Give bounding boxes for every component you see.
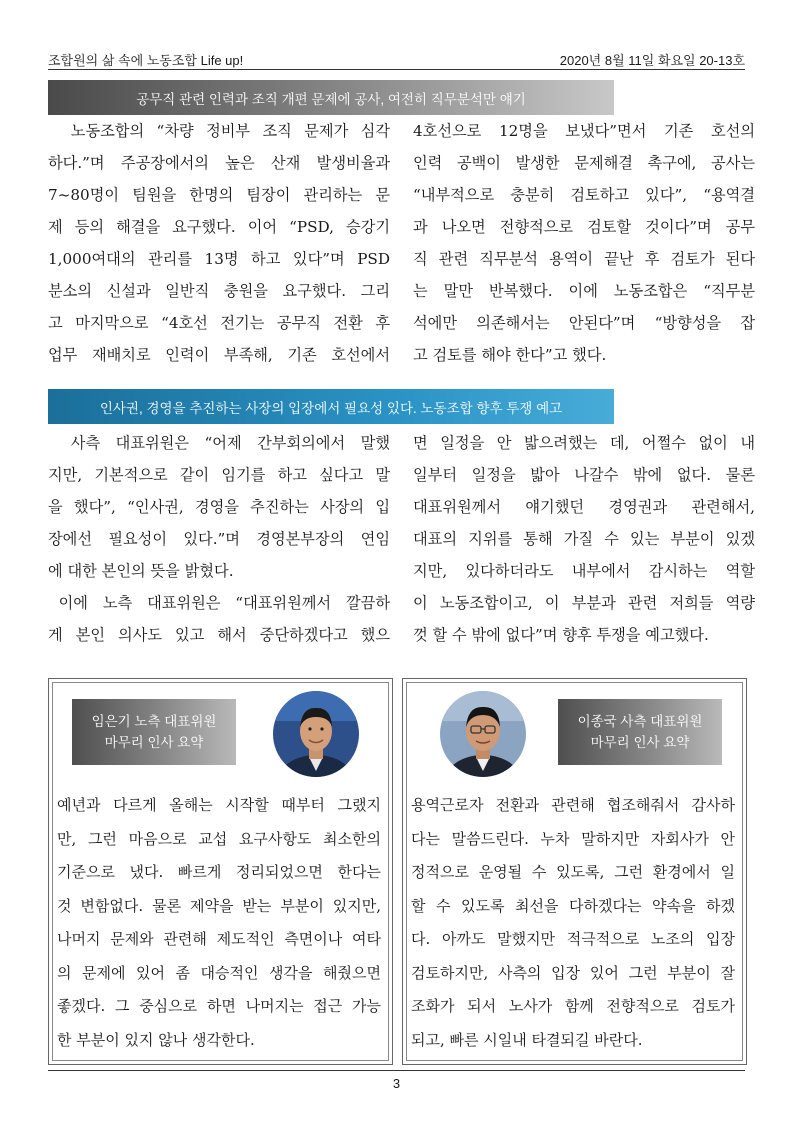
footer-divider <box>48 1070 745 1071</box>
text-line: 석에만 의존해서는 안된다”며 “방향성을 잡 <box>413 314 755 332</box>
text-line: 용역근로자 전환과 관련해 협조해줘서 감사하 <box>411 796 735 814</box>
text-line: 과 나오면 전향적으로 검토할 것이다”며 공무 <box>413 218 755 236</box>
header-issue-date: 2020년 8월 11일 화요일 20-13호 <box>559 53 745 68</box>
union-representative-label <box>72 699 236 765</box>
text-line: 좋겠다. 그 중심으로 하면 나머지는 접근 가능 <box>57 997 381 1015</box>
text-line: 기준으로 냈다. 빠르게 정리되었으면 한다는 <box>57 863 381 881</box>
header-divider <box>48 69 745 70</box>
text-line: 이에 노측 대표위원은 “대표위원께서 깔끔하 <box>58 594 390 612</box>
management-representative-remarks <box>411 789 735 1057</box>
text-line: 업무 재배치로 인력이 부족해, 기존 호선에서 <box>48 346 390 364</box>
text-line: 한 부분이 있지 않나 생각한다. <box>57 1030 255 1049</box>
text-line: 조화가 되서 노사가 함께 전향적으로 검토가 <box>411 997 735 1015</box>
text-line: 는 말만 반복했다. 이에 노동조합은 “직무분 <box>413 282 755 300</box>
text-line: 고 마지막으로 “4호선 전기는 공무직 전환 후 <box>48 314 390 332</box>
management-representative-summary-box <box>402 678 747 1065</box>
text-line: 지만, 기본적으로 같이 임기를 하고 싶다고 말 <box>48 466 390 484</box>
text-line: 제 등의 해결을 요구했다. 이어 “PSD, 승강기 <box>48 218 390 236</box>
text-line: 하다.”며 주공장에서의 높은 산재 발생비율과 <box>48 154 390 172</box>
text-line: 에 대한 본인의 뜻을 밝혔다. <box>48 562 234 580</box>
section1-column-left <box>48 115 390 371</box>
text-line: 사측 대표위원은 “어제 간부회의에서 말했 <box>70 434 390 452</box>
header-newsletter-slogan: 조합원의 삶 속에 노동조합 Life up! <box>48 53 244 68</box>
text-line: 것 변함없다. 물론 제약을 받는 부분이 있지만, <box>57 896 381 915</box>
text-line: 장에선 필요성이 있다.”며 경영본부장의 연임 <box>48 530 390 548</box>
management-representative-avatar <box>440 691 526 777</box>
text-line: 되고, 빠른 시일내 타결되길 바란다. <box>411 1030 643 1049</box>
text-line: 고 검토를 해야 한다”고 했다. <box>413 346 607 364</box>
union-representative-remarks <box>57 789 381 1057</box>
text-line: 을 했다”, “인사권, 경영을 추진하는 사장의 입 <box>48 498 390 516</box>
label-name: 이종국 사측 대표위원 <box>577 714 703 729</box>
text-line: 껏 할 수 밖에 없다”며 향후 투쟁을 예고했다. <box>413 626 709 644</box>
text-line: 나머지 문제와 관련해 제도적인 측면이나 여타 <box>57 930 381 948</box>
text-line: 다. 아까도 말했지만 적극적으로 노조의 입장 <box>411 930 735 948</box>
text-line: 정적으로 운영될 수 있도록, 그런 환경에서 일 <box>411 863 735 881</box>
text-line: 직 관련 직무분석 용역이 끝난 후 검토가 된다 <box>413 250 755 268</box>
text-line: 일부터 일정을 밟아 나갈수 밖에 없다. 물론 <box>413 466 755 484</box>
text-line: 검토하지만, 사측의 입장 있어 그런 부분이 잘 <box>411 963 735 982</box>
text-line: 4호선으로 12명을 보냈다”면서 기존 호선의 <box>413 122 755 140</box>
management-representative-label <box>558 699 722 765</box>
text-line: 지만, 있다하더라도 내부에서 감시하는 역할 <box>413 562 755 580</box>
text-line: 이 노동조합이고, 이 부분과 관련 저희들 역량 <box>413 594 755 612</box>
text-line: 대표의 지위를 통해 가질 수 있는 부분이 있겠 <box>413 530 755 548</box>
section1-column-right <box>413 115 755 371</box>
text-line: 대표위원께서 얘기했던 경영권과 관련해서, <box>413 498 755 516</box>
text-line: “내부적으로 충분히 검토하고 있다”, “용역결 <box>413 186 755 204</box>
text-line: 다는 말씀드린다. 누차 말하지만 자회사가 안 <box>411 829 735 848</box>
text-line: 면 일정을 안 밟으려했는 데, 어쩔수 없이 내 <box>413 434 755 452</box>
text-line: 의 문제에 있어 좀 대승적인 생각을 해줬으면 <box>57 963 381 982</box>
label-subtitle: 마무리 인사 요약 <box>590 735 690 750</box>
text-line: 7~80명이 팀원을 한명의 팀장이 관리하는 문 <box>48 186 390 204</box>
text-line: 1,000여대의 관리를 13명 하고 있다”며 PSD <box>48 250 390 268</box>
text-line: 예년과 다르게 올해는 시작할 때부터 그랬지 <box>57 796 381 814</box>
section-heading-2: 인사권, 경영을 추진하는 사장의 입장에서 필요성 있다. 노동조합 향후 투쟁 예고 <box>48 389 614 424</box>
page-number: 3 <box>392 1076 401 1091</box>
text-line: 분소의 신설과 일반직 충원을 요구했다. 그리 <box>48 282 390 300</box>
text-line: 할 수 있도록 최선을 다하겠다는 약속을 하겠 <box>411 896 735 915</box>
section2-column-right <box>413 427 755 651</box>
text-line: 인력 공백이 발생한 문제해결 촉구에, 공사는 <box>413 154 755 172</box>
label-subtitle: 마무리 인사 요약 <box>104 735 204 750</box>
section2-column-left <box>48 427 390 651</box>
text-line: 만, 그런 마음으로 교섭 요구사항도 최소한의 <box>57 829 381 848</box>
union-representative-avatar <box>273 691 359 777</box>
text-line: 게 본인 의사도 있고 해서 중단하겠다고 했으 <box>48 626 390 644</box>
union-representative-summary-box <box>48 678 393 1065</box>
section-heading-1: 공무직 관련 인력과 조직 개편 문제에 공사, 여전히 직무분석만 얘기 <box>48 80 614 115</box>
label-name: 임은기 노측 대표위원 <box>91 714 217 729</box>
text-line: 노동조합의 “차량 정비부 조직 문제가 심각 <box>70 122 390 140</box>
